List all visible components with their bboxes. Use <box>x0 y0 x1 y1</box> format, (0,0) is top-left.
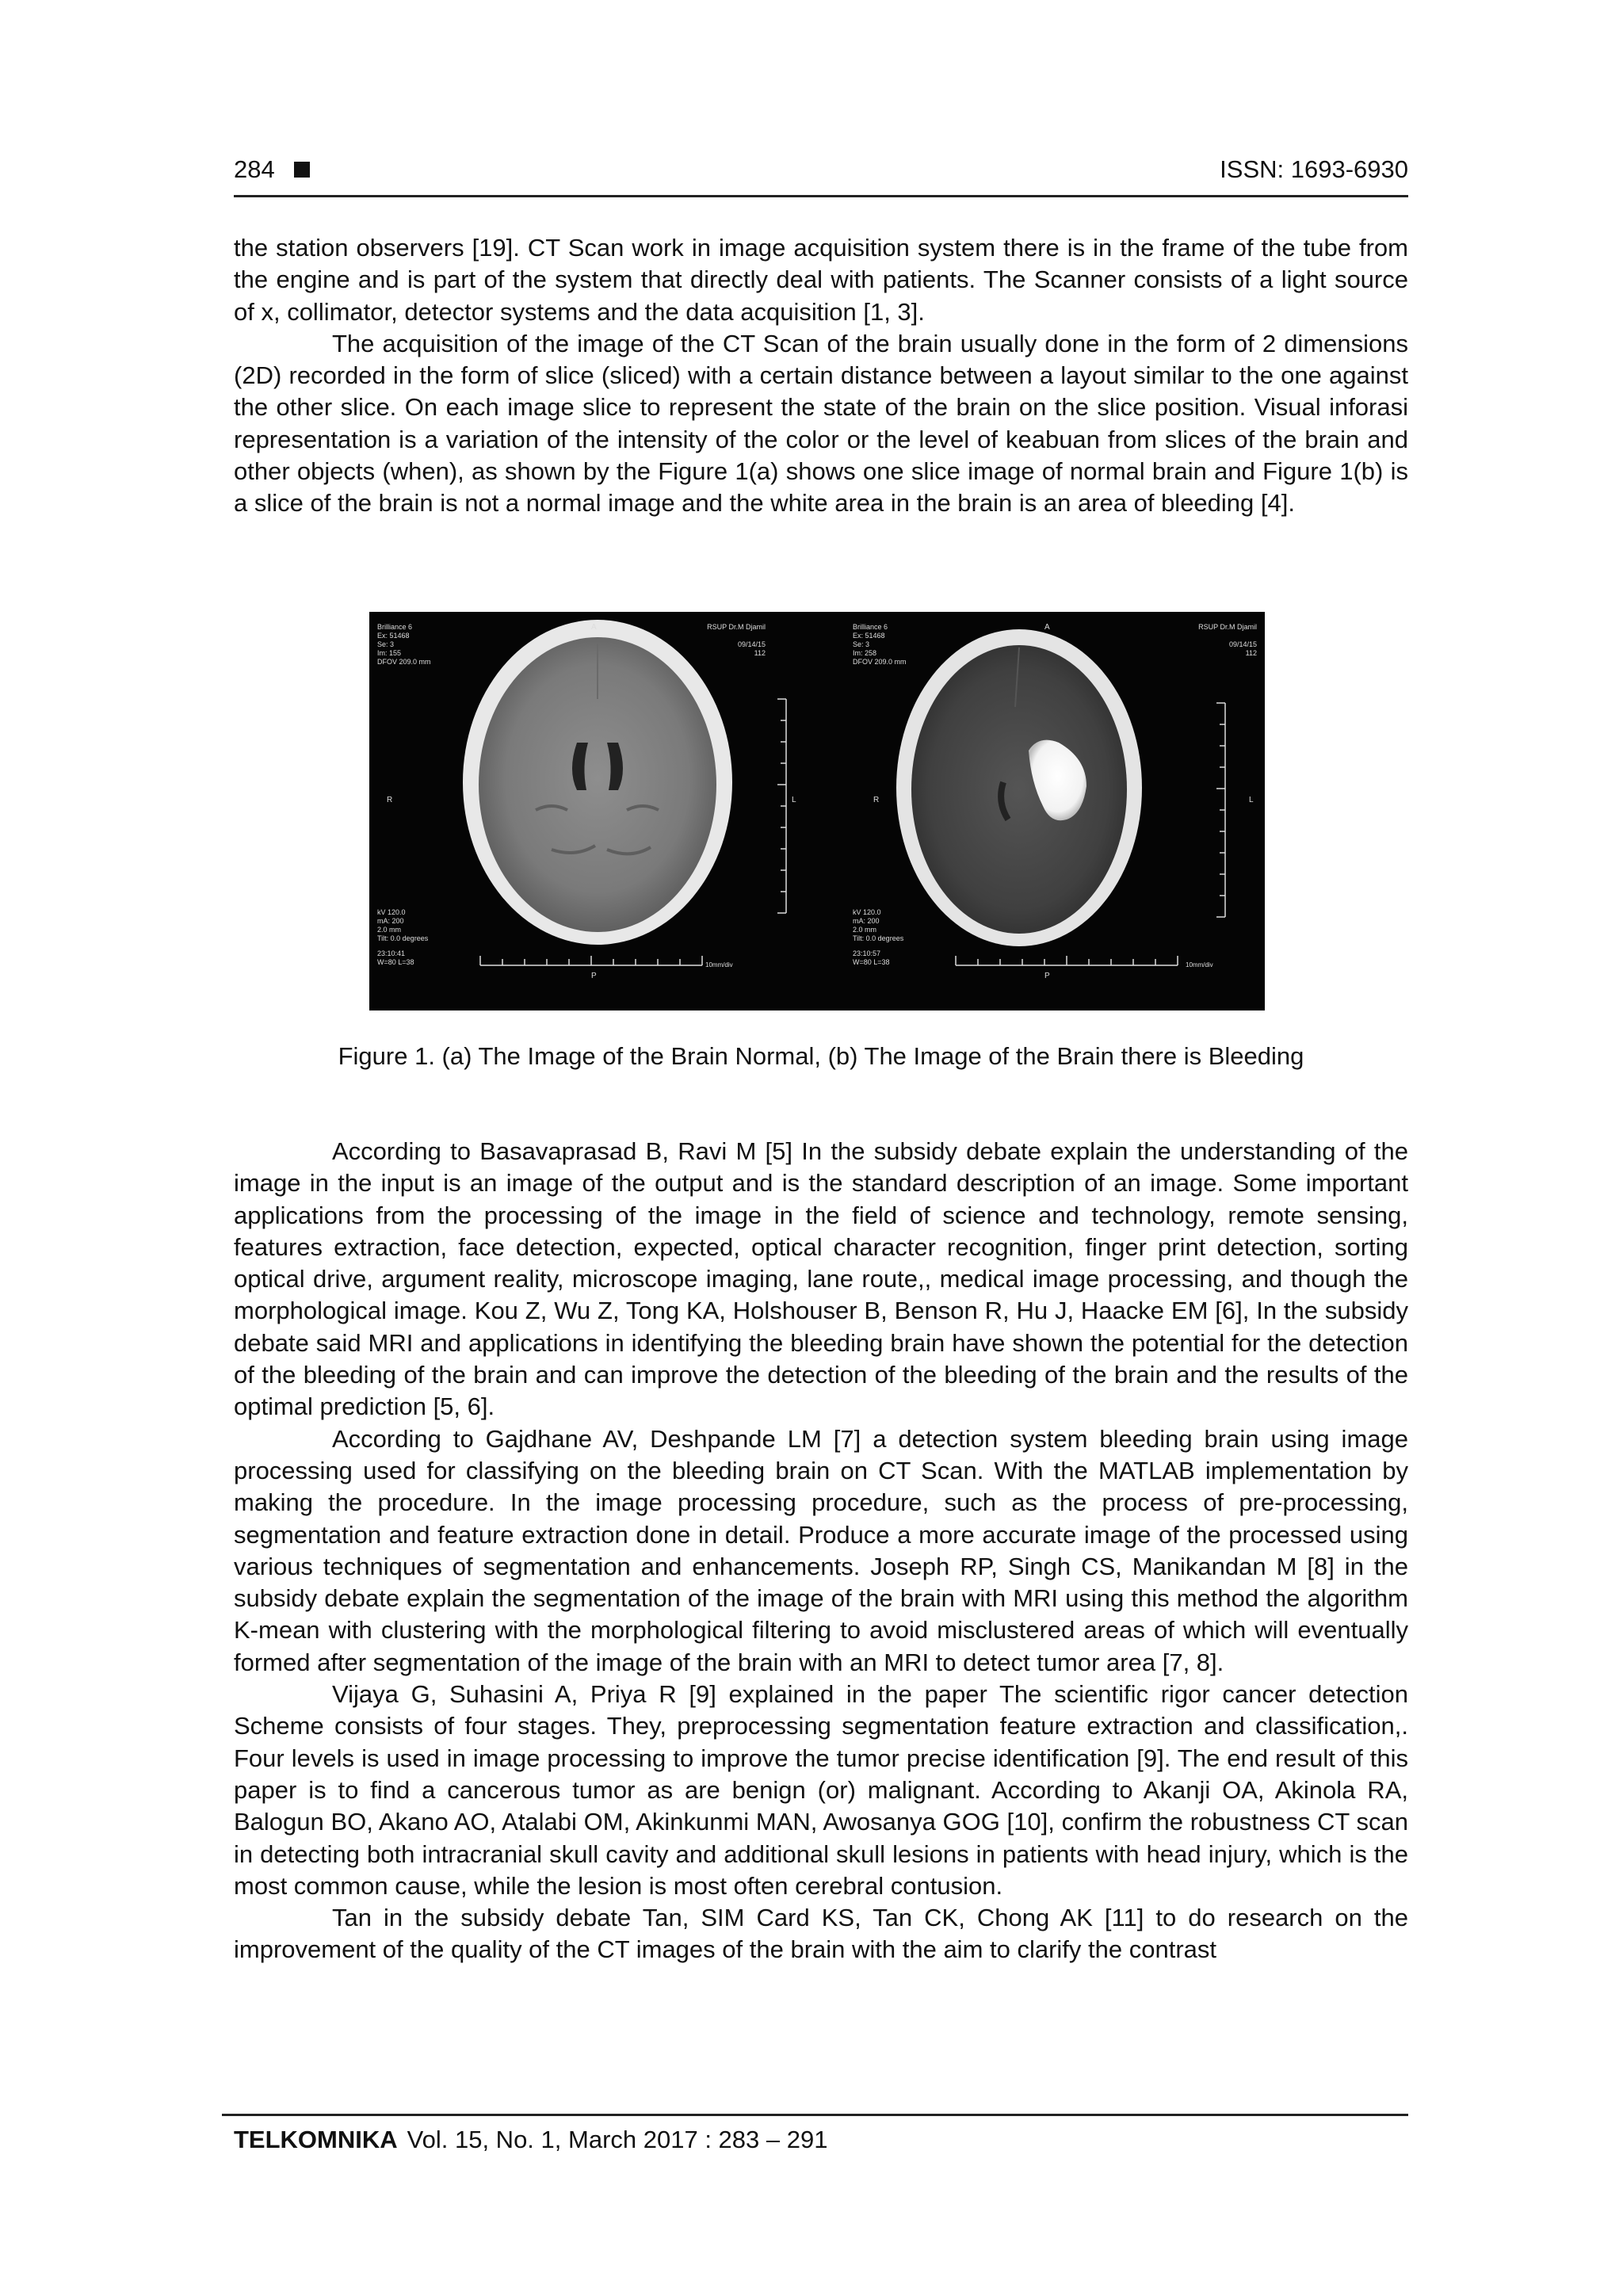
scan-info-line: 112 <box>1245 649 1257 657</box>
scan-info-line: mA: 200 <box>853 917 880 925</box>
horizontal-scale-ruler <box>480 956 702 965</box>
journal-details: Vol. 15, No. 1, March 2017 : 283 – 291 <box>407 2126 828 2153</box>
orientation-label: A <box>1044 623 1050 632</box>
journal-name: TELKOMNIKA <box>234 2126 398 2153</box>
body-text-bottom <box>234 1136 1408 1966</box>
figure-caption: Figure 1. (a) The Image of the Brain Normal, (b) The Image of the Brain there is Bleeding <box>338 1042 1304 1070</box>
scan-info-line: kV 120.0 <box>853 908 881 916</box>
scan-info-line: Ex: 51468 <box>853 632 885 640</box>
square-bullet-icon <box>294 162 310 178</box>
scan-info-line: W=80 L=38 <box>853 958 890 966</box>
bleeding-brain-scan <box>853 623 1257 980</box>
running-header <box>234 155 1408 192</box>
orientation-label: L <box>1249 796 1254 804</box>
scan-info-line: mA: 200 <box>377 917 404 925</box>
scale-label: 10mm/div <box>705 961 733 968</box>
scan-info-line: Se: 3 <box>377 640 395 648</box>
body-text-top <box>234 232 1408 520</box>
scan-info-line: 2.0 mm <box>377 926 402 934</box>
ct-scan-figure <box>369 612 1265 1010</box>
scan-info-line: RSUP Dr.M Djamil <box>1198 623 1257 631</box>
vertical-scale-ruler <box>777 699 786 913</box>
orientation-label: R <box>873 796 880 804</box>
scan-info-line: Se: 3 <box>853 640 870 648</box>
scan-info-line: RSUP Dr.M Djamil <box>707 623 766 631</box>
scan-info-line: Tilt: 0.0 degrees <box>853 934 904 942</box>
orientation-label: L <box>792 796 796 804</box>
scale-label: 10mm/div <box>1186 961 1213 968</box>
paragraph: the station observers [19]. CT Scan work in image acquisition system there is in the frame of the tube from the engine and is part of the system that directly deal with patients. The Scanner consists of a light source of x, collimator, detector systems and the data acquisition [1, 3]. <box>234 234 1408 326</box>
orientation-label: P <box>1044 972 1050 980</box>
footer-rule <box>222 2114 1408 2116</box>
paragraph: Vijaya G, Suhasini A, Priya R [9] explained in the paper The scientific rigor cancer detection Scheme consists of four stages. They, preprocessing segmentation feature extraction and classification,. Four levels is used in image processing to improve the tumor precise identification [9]. The end result of this paper is to find a cancerous tumor as are benign (or) malignant. According to Akanji OA, Akinola RA, Balogun BO, Akano AO, Atalabi OM, Akinkunmi MAN, Awosanya GOG [10], confirm the robustness CT scan in detecting both intracranial skull cavity and additional skull lesions in patients with head injury, which is the most common cause, while the lesion is most often cerebral contusion. <box>234 1680 1408 1900</box>
scan-info-line: 23:10:57 <box>853 949 881 957</box>
paragraph: Tan in the subsidy debate Tan, SIM Card KS, Tan CK, Chong AK [11] to do research on the improvement of the quality of the CT images of the brain with the aim to clarify the contrast <box>234 1904 1408 1964</box>
header-rule <box>234 195 1408 197</box>
orientation-label: R <box>387 796 393 804</box>
scan-info-line: Im: 155 <box>377 649 402 657</box>
vertical-scale-ruler <box>1216 703 1225 917</box>
scan-info-line: Ex: 51468 <box>377 632 410 640</box>
orientation-label: P <box>591 972 597 980</box>
scan-info-line: Brilliance 6 <box>377 623 413 631</box>
scan-info-line: 112 <box>754 649 766 657</box>
page-number: 284 <box>234 155 275 183</box>
scan-info-line: 2.0 mm <box>853 926 877 934</box>
paragraph: According to Gajdhane AV, Deshpande LM [7] a detection system bleeding brain using image processing used for classifying on the bleeding brain on CT Scan. With the MATLAB implementation by making the procedure. In the image processing procedure, such as the process of pre-processing, segmentation and feature extraction done in detail. Produce a more accurate image of the processed using various techniques of segmentation and enhancements. Joseph RP, Singh CS, Manikandan M [8] in the subsidy debate explain the segmentation of the image of the brain with MRI using this method the algorithm K-mean with clustering with the morphological filtering to avoid misclustered areas of which will eventually formed after segmentation of the image of the brain with an MRI to detect tumor area [7, 8]. <box>234 1424 1408 1676</box>
scan-info-line: Brilliance 6 <box>853 623 888 631</box>
scan-info-line: kV 120.0 <box>377 908 406 916</box>
brain-tissue <box>911 645 1127 934</box>
paragraph: According to Basavaprasad B, Ravi M [5] In the subsidy debate explain the understanding of the image in the input is an image of the output and is the standard description of an image. Some important applications from the processing of the image in the field of science and technology, remote sensing, features extraction, face detection, expected, optical character recognition, finger print detection, sorting optical drive, argument reality, microscope imaging, lane route,, medical image processing, and though the morphological image. Kou Z, Wu Z, Tong KA, Holshouser B, Benson R, Hu J, Haacke EM [6], In the subsidy debate said MRI and applications in identifying the bleeding brain have shown the potential for the detection of the bleeding of the brain and can improve the detection of the bleeding of the brain and the results of the optimal prediction [5, 6]. <box>234 1137 1408 1421</box>
scan-info-line: Im: 258 <box>853 649 877 657</box>
scan-info-line: 09/14/15 <box>737 640 766 648</box>
scan-info-line: DFOV 209.0 mm <box>377 658 431 666</box>
scan-info-line: 09/14/15 <box>1228 640 1257 648</box>
scan-info-line: Tilt: 0.0 degrees <box>377 934 429 942</box>
horizontal-scale-ruler <box>956 956 1178 965</box>
running-footer <box>234 2126 827 2154</box>
issn: ISSN: 1693-6930 <box>1220 155 1408 183</box>
orientation-label: A <box>591 623 597 632</box>
normal-brain-scan <box>377 620 796 980</box>
paragraph: The acquisition of the image of the CT Scan of the brain usually done in the form of 2 dimensions (2D) recorded in the form of slice (sliced) with a certain distance between a layout similar to the one against the other slice. On each image slice to represent the state of the brain on the slice position. Visual inforasi representation is a variation of the intensity of the color or the level of keabuan from slices of the brain and other objects (when), as shown by the Figure 1(a) shows one slice image of normal brain and Figure 1(b) is a slice of the brain is not a normal image and the white area in the brain is an area of bleeding [4]. <box>234 329 1408 518</box>
scan-info-line: DFOV 209.0 mm <box>853 658 907 666</box>
scan-info-line: 23:10:41 <box>377 949 406 957</box>
scan-info-line: W=80 L=38 <box>377 958 414 966</box>
